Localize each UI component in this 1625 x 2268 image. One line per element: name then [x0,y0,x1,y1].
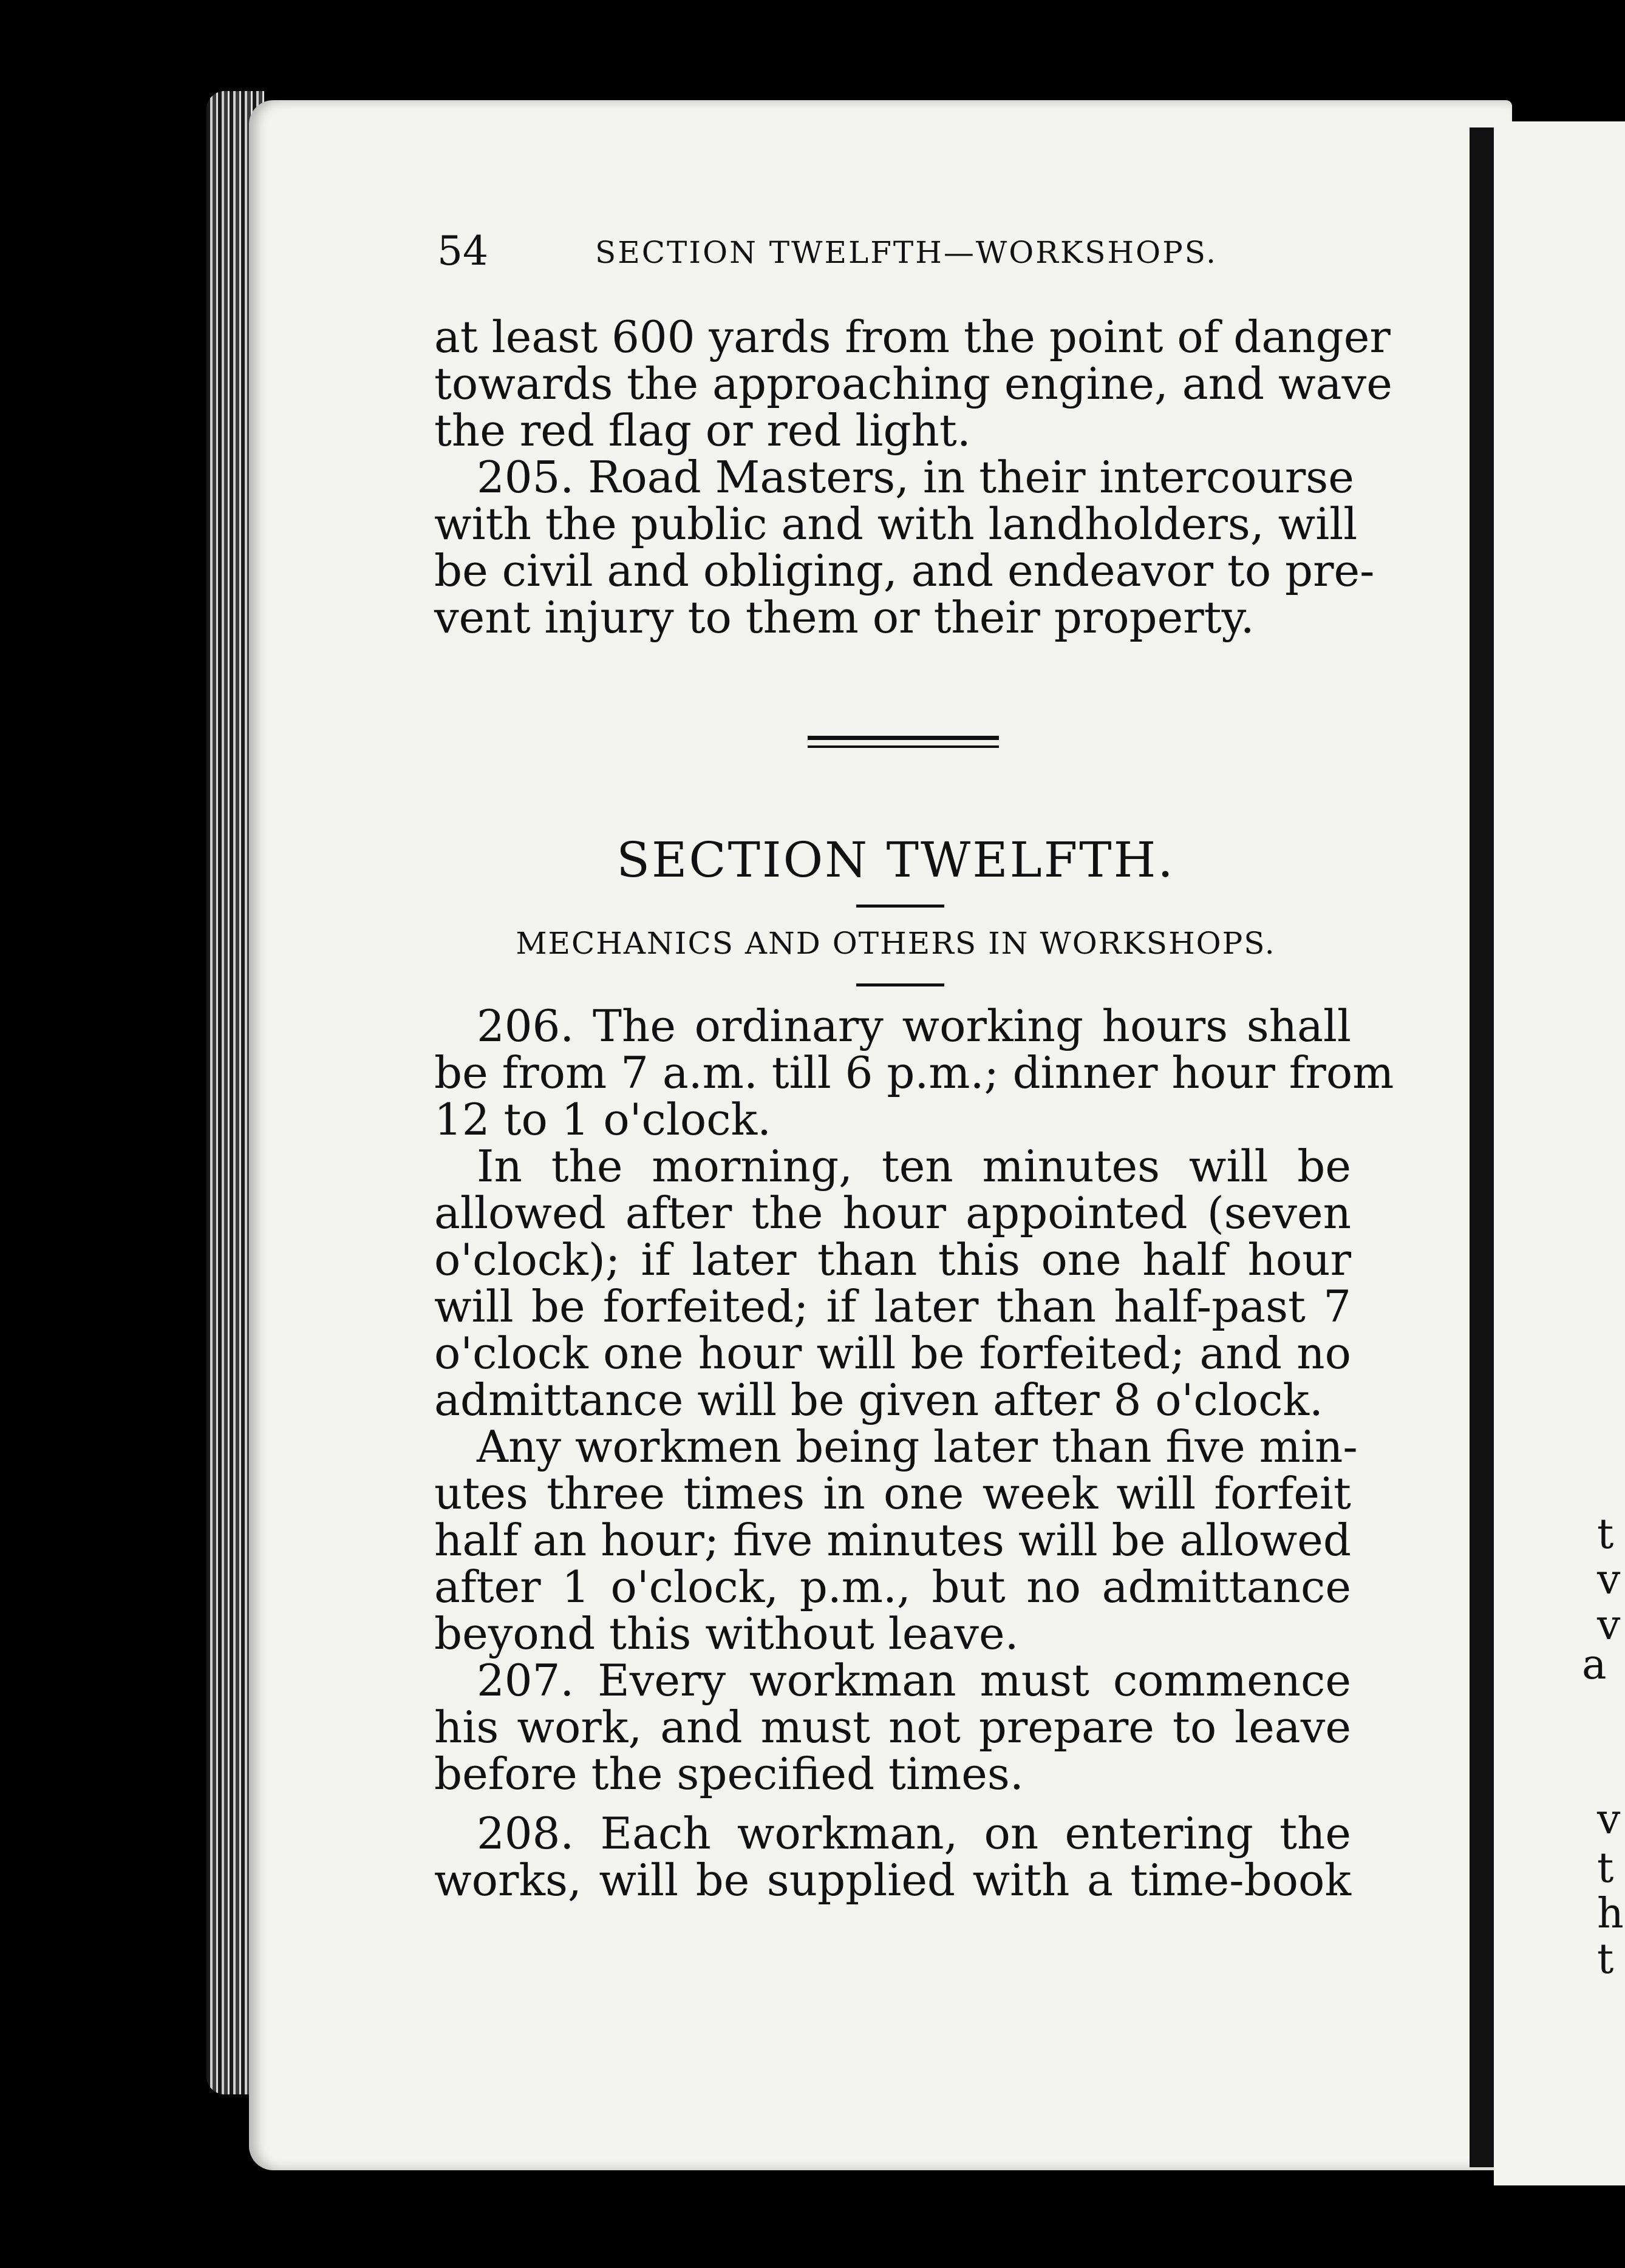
section-divider-bottom [808,745,999,748]
text-line: before the specified times. [434,1748,1024,1799]
facing-letter: v [1597,1796,1621,1844]
section-subtitle: MECHANICS AND OTHERS IN WORKSHOPS. [516,926,1276,961]
text-line: o'clock); if later than this one half hour [434,1234,1351,1285]
text-line: 207. Every workman must commence [477,1655,1351,1706]
facing-letter: v [1597,1601,1621,1649]
text-line: utes three times in one week will forfeit [434,1468,1351,1519]
book-spine [1470,127,1494,2167]
facing-letter: a [1582,1641,1607,1689]
facing-letter: t [1597,1935,1614,1983]
text-line: vent injury to them or their property. [434,592,1255,643]
text-line: 12 to 1 o'clock. [434,1094,772,1145]
text-line: at least 600 yards from the point of danger [434,311,1391,362]
text-line: with the public and with landholders, will [434,498,1358,549]
page-number: 54 [437,228,488,274]
text-line: will be forfeited; if later than half-past 7 [434,1281,1351,1332]
running-header [437,228,1227,282]
facing-letter: v [1597,1556,1621,1604]
text-line: be civil and obliging, and endeavor to pre- [434,545,1375,596]
text-line: 208. Each workman, on entering the [477,1808,1351,1859]
text-line: after 1 o'clock, p.m., but no admittance [434,1561,1351,1612]
text-line: o'clock one hour will be forfeited; and no [434,1328,1351,1379]
text-line: be from 7 a.m. till 6 p.m.; dinner hour from [434,1047,1394,1098]
running-title: SECTION TWELFTH—WORKSHOPS. [595,235,1218,270]
text-line: works, will be supplied with a time-book [434,1855,1351,1906]
text-line: his work, and must not prepare to leave [434,1702,1351,1753]
text-line: admittance will be given after 8 o'clock. [434,1374,1323,1425]
facing-letter: t [1597,1844,1614,1892]
section-title: SECTION TWELFTH. [616,832,1175,888]
text-line: half an hour; five minutes will be allowed [434,1515,1351,1566]
title-rule [856,905,944,908]
text-line: In the morning, ten minutes will be [477,1141,1351,1192]
text-line: the red flag or red light. [434,405,971,456]
facing-letter: t [1597,1510,1614,1558]
text-line: towards the approaching engine, and wave [434,358,1392,409]
text-line: 206. The ordinary working hours shall [477,1000,1351,1051]
text-line: beyond this without leave. [434,1608,1019,1659]
text-line: allowed after the hour appointed (seven [434,1187,1351,1238]
subtitle-rule [856,983,944,986]
section-divider-top [808,736,999,740]
text-line: 205. Road Masters, in their intercourse [477,452,1354,503]
facing-letter: h [1597,1890,1624,1938]
text-line: Any workmen being later than five min- [477,1421,1358,1472]
